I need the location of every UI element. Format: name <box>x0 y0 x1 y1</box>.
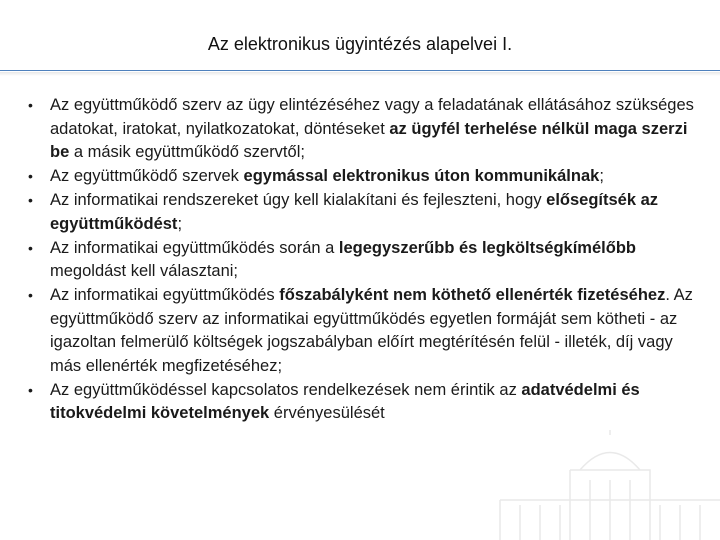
bullet-text <box>50 167 604 185</box>
emphasized-text: legegyszerűbb és legköltségkímélőbb <box>338 238 636 257</box>
bullet-item <box>28 165 700 189</box>
bullet-marker: • <box>28 192 33 208</box>
bullet-text <box>50 286 693 375</box>
title-divider <box>0 70 720 71</box>
divider-shadow <box>0 72 720 76</box>
text-segment: Az együttműködő szervek <box>50 167 244 185</box>
text-segment: megoldást kell választani; <box>50 262 239 280</box>
emphasized-text: főszabályként nem köthető ellenérték fizetéséhez <box>279 286 666 304</box>
bullet-text <box>50 381 640 423</box>
bullet-item <box>28 189 700 236</box>
text-segment: Az informatikai rendszereket úgy kell kialakítani és fejleszteni, hogy <box>50 191 547 209</box>
text-segment: Az informatikai együttműködés <box>50 286 280 304</box>
bullet-text <box>50 191 658 233</box>
slide-title: Az elektronikus ügyintézés alapelvei I. <box>207 34 513 54</box>
bullet-item <box>28 237 700 284</box>
bullet-marker: • <box>28 381 33 398</box>
bullet-item <box>28 94 700 165</box>
bullet-marker: • <box>28 97 33 113</box>
building-watermark <box>460 430 720 540</box>
text-segment: . Az együttműködő szerv az informatikai együttműködés egyetlen formáját sem kötheti - az igazoltan felmerülő költségek jogszabályban előírt megtérítésén felül - illeték, díj vagy más ellenérték megfizetéséhez; <box>50 286 693 375</box>
bullet-text <box>50 239 636 281</box>
emphasized-text: egymással elektronikus úton kommunikálnak <box>243 167 600 185</box>
bullet-marker: • <box>28 239 33 256</box>
text-segment: Az együttműködéssel kapcsolatos rendelkezések nem érintik az <box>50 380 522 399</box>
text-segment: a másik együttműködő szervtől; <box>69 143 305 161</box>
bullet-text <box>50 96 694 161</box>
bullet-item <box>28 379 700 426</box>
bullet-marker: • <box>28 287 33 303</box>
emphasized-text: az ügyfél terhelése nélkül maga szerzi be <box>50 119 688 161</box>
text-segment: ; <box>599 167 604 185</box>
bullet-marker: • <box>28 168 33 184</box>
text-segment: érvényesülését <box>269 404 385 422</box>
bullet-item <box>28 284 700 378</box>
emphasized-text: elősegítsék az együttműködést <box>50 191 659 233</box>
emphasized-text: adatvédelmi és titokvédelmi követelmények <box>50 380 640 422</box>
text-segment: Az informatikai együttműködés során a <box>50 238 339 257</box>
text-segment: ; <box>177 214 183 233</box>
bullet-list <box>28 94 700 426</box>
text-segment: Az együttműködő szerv az ügy elintézéséhez vagy a feladatának ellátásához szükséges adatokat, iratokat, nyilatkozatokat, döntéseket <box>50 96 694 138</box>
